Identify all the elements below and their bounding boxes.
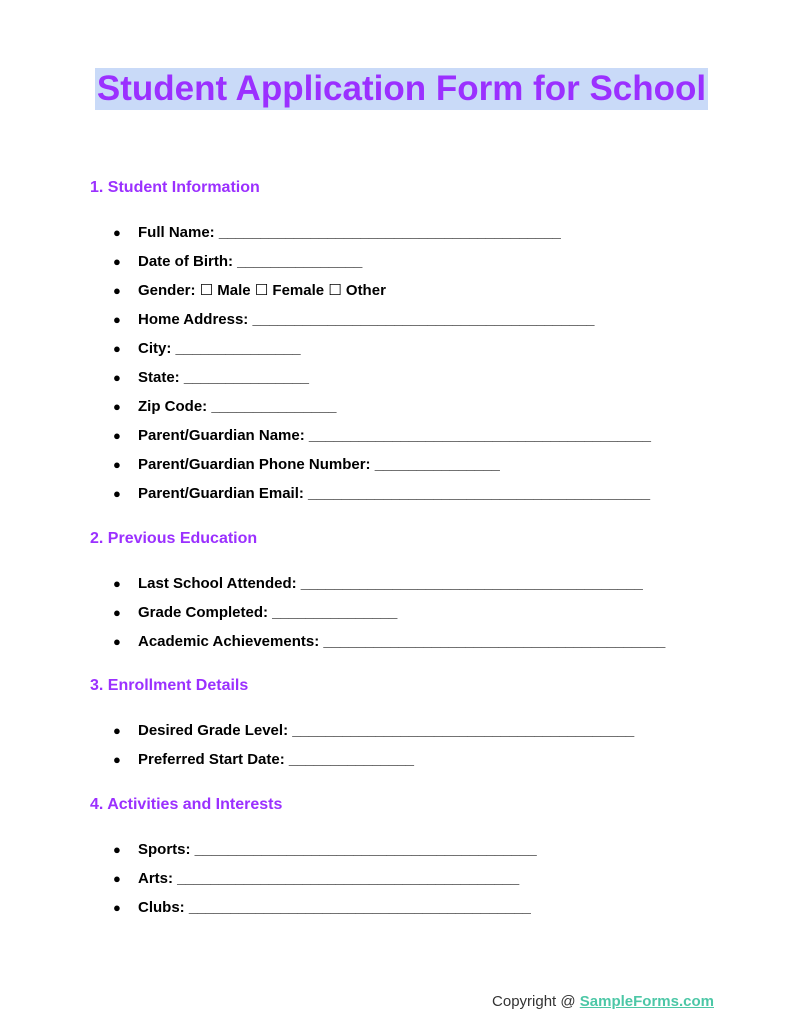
bullet-icon: ● — [113, 486, 121, 501]
field-list — [90, 223, 763, 513]
field-list — [90, 721, 763, 779]
field-label-guardian-email: Parent/Guardian Email: _________________________________________ — [138, 485, 651, 502]
brand-link[interactable]: SampleForms.com — [579, 993, 714, 1010]
list-item — [90, 632, 763, 661]
copyright-footer — [492, 992, 714, 1012]
section-previous-education — [90, 529, 763, 650]
bullet-icon: ● — [113, 341, 121, 356]
list-item — [90, 223, 763, 252]
field-label-city: City: _______________ — [138, 340, 301, 357]
field-label-guardian-phone: Parent/Guardian Phone Number: _______________ — [138, 456, 500, 473]
section-heading: 4. Activities and Interests — [90, 796, 283, 813]
list-item — [90, 898, 763, 927]
section-heading: 3. Enrollment Details — [90, 677, 249, 694]
field-label-sports: Sports: _________________________________________ — [138, 841, 537, 858]
bullet-icon: ● — [113, 900, 121, 915]
field-label-clubs: Clubs: _________________________________________ — [138, 899, 531, 916]
field-label-home-address: Home Address: _________________________________________ — [138, 311, 595, 328]
field-label-arts: Arts: _________________________________________ — [138, 870, 520, 887]
list-item — [90, 310, 763, 339]
list-item — [90, 574, 763, 603]
list-item — [90, 397, 763, 426]
list-item — [90, 869, 763, 898]
bullet-icon: ● — [113, 634, 121, 649]
bullet-icon: ● — [113, 457, 121, 472]
title-container — [0, 68, 803, 110]
bullet-icon: ● — [113, 399, 121, 414]
bullet-icon: ● — [113, 752, 121, 767]
field-list — [90, 840, 763, 927]
list-item — [90, 252, 763, 281]
list-item — [90, 281, 763, 310]
field-label-academic-achievements: Academic Achievements: _________________________________________ — [138, 633, 666, 650]
list-item — [90, 721, 763, 750]
section-activities-interests — [90, 795, 763, 916]
section-student-information — [90, 178, 763, 502]
list-item — [90, 455, 763, 484]
bullet-icon: ● — [113, 312, 121, 327]
section-enrollment-details — [90, 676, 763, 768]
field-label-grade-completed: Grade Completed: _______________ — [138, 604, 398, 621]
copyright-text: Copyright @ — [492, 993, 580, 1010]
field-label-date-of-birth: Date of Birth: _______________ — [138, 253, 363, 270]
field-list — [90, 574, 763, 661]
bullet-icon: ● — [113, 723, 121, 738]
bullet-icon: ● — [113, 871, 121, 886]
list-item — [90, 603, 763, 632]
list-item — [90, 484, 763, 513]
bullet-icon: ● — [113, 254, 121, 269]
field-label-last-school: Last School Attended: _________________________________________ — [138, 575, 643, 592]
list-item — [90, 339, 763, 368]
field-label-full-name: Full Name: _________________________________________ — [138, 224, 561, 241]
list-item — [90, 426, 763, 455]
bullet-icon: ● — [113, 576, 121, 591]
field-label-start-date: Preferred Start Date: _______________ — [138, 751, 415, 768]
bullet-icon: ● — [113, 842, 121, 857]
section-heading: 1. Student Information — [90, 179, 260, 196]
field-label-desired-grade: Desired Grade Level: _________________________________________ — [138, 722, 635, 739]
field-label-zip-code: Zip Code: _______________ — [138, 398, 337, 415]
field-label-gender: Gender: ☐ Male ☐ Female ☐ Other — [138, 282, 386, 299]
bullet-icon: ● — [113, 225, 121, 240]
list-item — [90, 840, 763, 869]
page-title: Student Application Form for School — [96, 69, 707, 108]
field-label-guardian-name: Parent/Guardian Name: _________________________________________ — [138, 427, 651, 444]
section-heading: 2. Previous Education — [90, 530, 258, 547]
bullet-icon: ● — [113, 428, 121, 443]
field-label-state: State: _______________ — [138, 369, 309, 386]
list-item — [90, 368, 763, 397]
bullet-icon: ● — [113, 283, 121, 298]
bullet-icon: ● — [113, 370, 121, 385]
list-item — [90, 750, 763, 779]
bullet-icon: ● — [113, 605, 121, 620]
